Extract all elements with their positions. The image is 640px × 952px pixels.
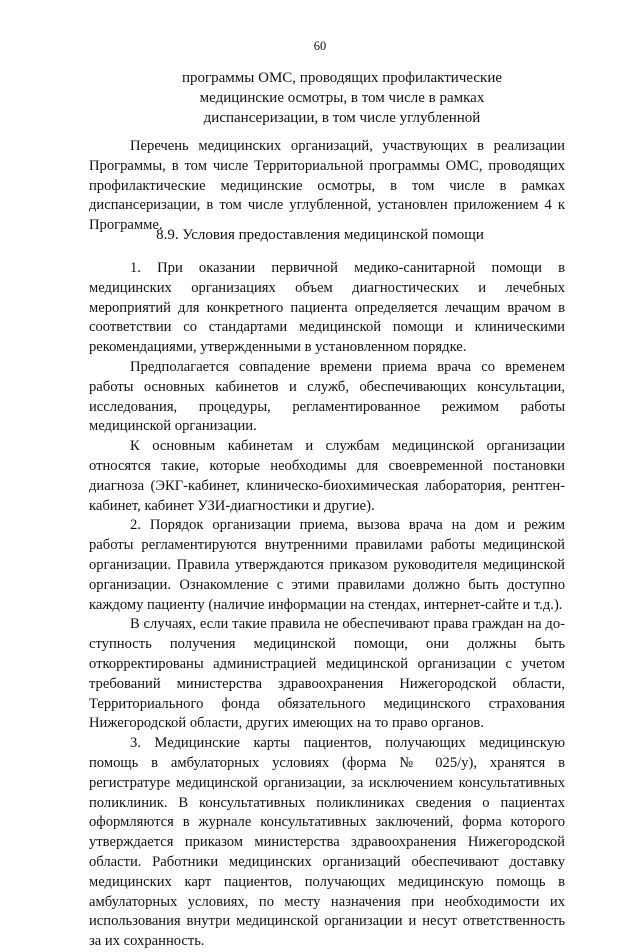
section-heading-continuation	[130, 68, 554, 128]
paragraph-2: Предполагается совпадение времени приема врача со временем работы основных кабинетов и служб, обеспечивающих консультации, исследования, процедуры, регламентированное режимом работы медицинской организации.	[89, 358, 565, 435]
page-number: 60	[313, 39, 327, 53]
intro-text	[89, 137, 565, 236]
paragraph-1: 1. При оказании первичной медико-санитарной помощи в медицинских организациях объем диагностических и лечебных мероприятий для конкретного пациента определяется лечащим врачом в соответствии со стандартами медицинской помощи и клиническими рекомендациями, утвержденными в установленном порядке.	[89, 260, 565, 356]
paragraph-4: 2. Порядок организации приема, вызова врача на дом и режим работы регламентируются внутренними правилами работы медицинской организации. Правила утверждаются приказом руководителя медицинской организации. Ознакомление с этими правилами должно быть доступно каждому пациенту (наличие информации на стендах, интернет-сайте и т.д.).	[89, 517, 565, 613]
main-text	[89, 259, 565, 952]
heading-line: программы ОМС, проводящих профилактические	[181, 70, 503, 86]
paragraph-3: К основным кабинетам и службам медицинской организации относятся такие, которые необходимы для своевременной постановки диагноза (ЭКГ-кабинет, клиническо-биохимическая лаборатория, рентген-кабинет, кабинет УЗИ-диагностики и другие).	[89, 438, 565, 514]
intro-paragraph: Перечень медицинских организаций, участвующих в реализации Программы, в том числе Территориальной программы ОМС, проводящих профилактические медицинские осмотры, в том числе в рамках диспансеризации, в том числе углубленной, установлен приложением 4 к Программе.	[89, 138, 565, 234]
section-title: 8.9. Условия предоставления медицинской помощи	[156, 227, 484, 243]
paragraph-5: В случаях, если такие правила не обеспечивают права граждан на доступность получения медицинской помощи, они должны быть откорректированы администрацией медицинской организации с учетом требований министерства здравоохранения Нижегородской области, Территориального фонда обязательного медицинского страхования Нижегородской области, других имеющих на то право органов.	[89, 616, 565, 732]
paragraph-6: 3. Медицинские карты пациентов, получающих медицинскую помощь в амбулаторных условиях (форма № 025/у), хранятся в регистратуре медицинской организации, за исключением консультативных поликлиник. В консультативных поликлиниках сведения о пациентах оформляются в журнале консультативных заключений, форма которого утверждается приказом министерства здравоохранения Нижегородской области. Работники медицинских организаций обеспечивают доставку медицинских карт пациентов, получающих медицинскую помощь в амбулаторных условиях, по месту назначения при необходимости их использования внутри медицинской организации и несут ответственность за их сохранность.	[89, 735, 565, 950]
heading-line: диспансеризации, в том числе углубленной	[203, 110, 481, 126]
heading-line: медицинские осмотры, в том числе в рамках	[199, 90, 485, 106]
